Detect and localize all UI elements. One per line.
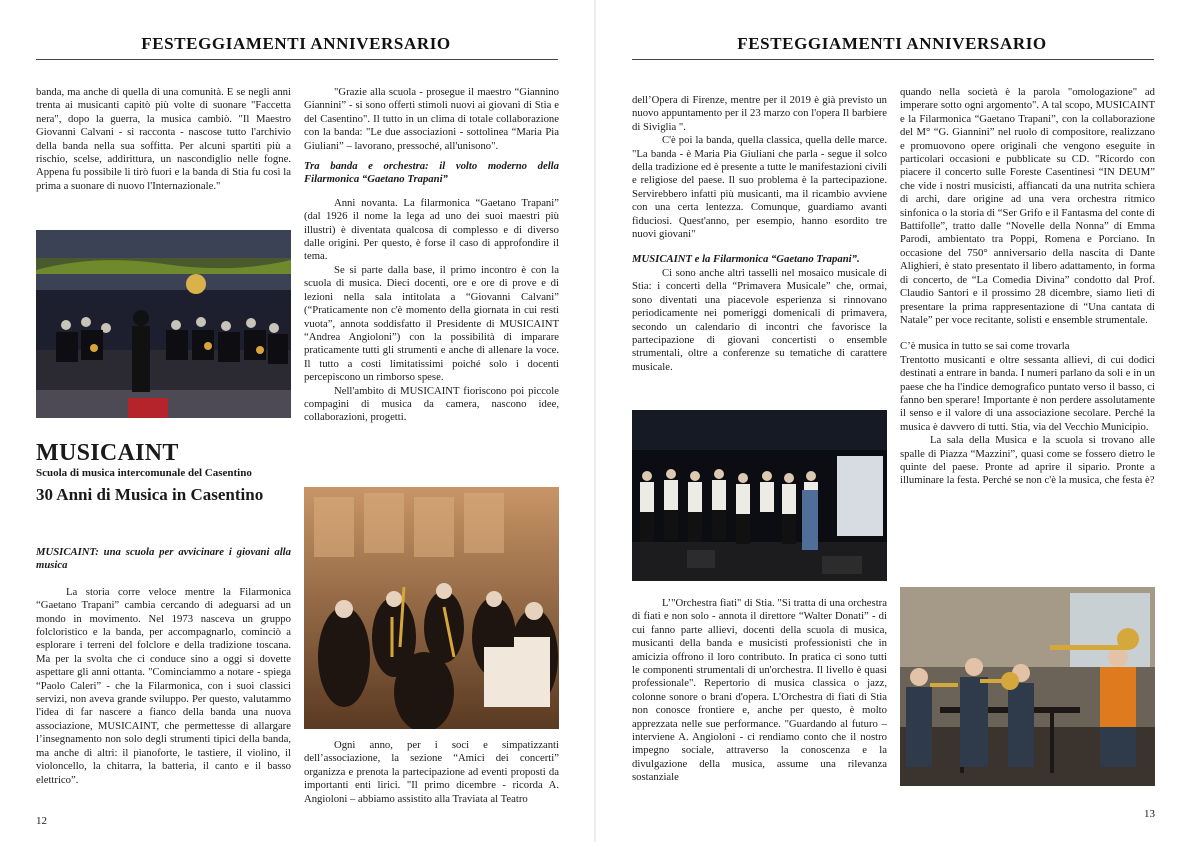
section-subheading: MUSICAINT e la Filarmonica “Gaetano Trapani”. [632,253,860,266]
masthead-title: MUSICAINT [36,440,179,466]
masthead-subtitle: Scuola di musica intercomunale del Casentino [36,467,252,479]
spacer [900,327,1155,340]
right-col1-bottom [632,597,887,785]
paragraph: "Grazie alla scuola - prosegue il maestro “Giannino Giannini” - si sono offerti stimoli nuovi ai giovani di Stia e del Casentino". Il tutto in un clima di totale collaborazione con la banda: "Le due associazioni - sottolinea “Maria Pia Giuliani” – lavorano, pressoché, all'unisono". [304,86,559,152]
orchestra-rehearsal-photo [304,487,559,729]
masthead-tagline: 30 Anni di Musica in Casentino [36,485,264,504]
left-col2-bottom [304,739,559,806]
spacer [304,153,559,160]
paragraph: C'è poi la banda, quella classica, quella delle marce. "La banda - è Maria Pia Giuliani che parla - segue il solco della tradizione ed è presente a tutte le manifestazioni civili e religiose del paese. Il suo problema è la partecipazione. Servirebbero infatti più musicanti, ma il ricambio avviene con una certa lentezza. Comunque, guardiamo avanti fiduciosi. Quest'anno, per esempio, hanno esordito tre nuovi giovani" [632,134,887,241]
header-rule [36,59,558,60]
spacer [304,187,559,197]
paragraph: L’"Orchestra fiati" di Stia. "Si tratta di una orchestra di fiati e non solo - annota il direttore “Walter Donati” - di cui fanno parte allievi, docenti della scuola di musica, musicanti della banda e musicisti professionisti che in amicizia offrono il loro contributo. In pratica ci sono tutti le componenti strumentali di un'orchestra. Il livello è quasi professionale". Repertorio di musica classica o jazz, colonne sonore o brani d'opera. L'Orchestra di fiati di Stia non conosce frontiere e, anche per questo, è molto apprezzata nelle sue performance. "Guardando al futuro – interviene A. Angioloni - ci rendiamo conto che il nostro impegno sociale, attraverso la conoscenza e la divulgazione della musica, assume una rilevanza sostanziale [632,597,887,784]
header-rule [632,59,1154,60]
paragraph: Trentotto musicanti e oltre sessanta allievi, di cui dodici destinati a entrare in banda. I numeri parlano da soli e in un paese che ha l'indice demografico puntato verso il basso, ci fanno ben sperare! Importante è non perdere assolutamente il senso e il valore di una associazione secolare. Perché la musica è davvero di tutti. Stia, via del Vecchio Municipio. [900,353,1155,433]
right-page [596,0,1191,842]
paragraph: Nell'ambito di MUSICAINT fioriscono poi piccole compagini di musica da camera, nascono idee, collaborazioni, progetti. [304,384,559,424]
paragraph: Anni novanta. La filarmonica “Gaetano Trapani” (dal 1926 il nome la lega ad uno dei suoi maestri più illustri) è diventata qualcosa di complesso e di diverso dalle origini. Per questo, è forse il caso di approfondire il tema. [304,196,559,263]
paragraph: Se si parte dalla base, il primo incontro è con la scuola di musica. Dieci docenti, ore e ore di prove e di lezioni nella sala intitolata a “Giovanni Calvani” (“Praticamente non c'è momento della giornata in cui resti vuota”, annota soddisfatto il Presidente di MUSICAINT “Andrea Angioloni”) con la possibilità di imparare praticamente tutti gli strumenti e anche di allenare la voce. Il tutto a costi limitatissimi poiché solo i docenti percepiscono un rimborso spese. [304,263,559,384]
page-number: 12 [36,815,47,827]
section-subheading: Tra banda e orchestra: il volto moderno della Filarmonica “Gaetano Trapani” [304,160,559,186]
paragraph: La sala della Musica e la scuola si trovano alle spalle di Piazza “Mazzini”, quasi come se fossero dietro le quinte del paese. Pronte ad aprire il sipario. Pronte a illuminare la festa. Perché se non c'è la musica, che festa è? [900,434,1155,487]
paragraph: La storia corre veloce mentre la Filarmonica “Gaetano Trapani” cambia cercando di adeguarsi ad un mondo in movimento. Nel 1973 nasceva un gruppo folcloristico e la banda, per accompagnarlo, cominciò a esplorare i terreni del folclore e della tradizione toscana. Ma per la svolta che ci conduce sino a oggi si dovette aspettare gli anni ottanta. "Cominciammo a notare - spiega “Paolo Caleri” - che la Filarmonica, con i suoi classici servizi, non aveva grande sviluppo. Per questo, valutammo l'idea di far nascere a fianco della banda una nuova associazione, MUSICAINT, che permettesse di allargare l’insegnamento non solo degli strumenti tipici della banda, ma anche di altri: il pianoforte, le tastiere, il violino, il violoncello, la chitarra, la batteria, il canto e il basso elettrico”. [36,585,291,786]
page-header-left: FESTEGGIAMENTI ANNIVERSARIO [141,34,451,53]
left-col1-lower [36,546,291,787]
paragraph: banda, ma anche di quella di una comunità. E se negli anni trenta ai musicanti capitò più volte di suonare "Faccetta nera", dopo la guerra, la musica cambiò. "Il Maestro Giovanni Calvani - si racconta - nascose tutto l'archivio della banda nella sua soffitta. Per alcuni spartiti più a rischio, scelse, addirittura, un nascondiglio nelle fogne. Appena fu possibile li tirò fuori e la banda di Stia fu così la prima a suonare di nuovo l'Internazionale." [36,86,291,192]
spacer [36,573,291,586]
page-number: 13 [1144,808,1155,820]
paragraph: Ogni anno, per i soci e simpatizzanti dell’associazione, la sezione “Amici dei concerti” organizza e prenota la partecipazione ad eventi proposti da importanti enti lirici. "Il primo dicembre - ricorda A. Angioloni – abbiamo assistito alla Traviata al Teatro [304,739,559,805]
spacer [632,241,887,253]
brass-students-photo [900,587,1155,786]
right-col1-top [632,94,887,374]
left-col1-top [36,86,291,193]
paragraph: dell’Opera di Firenze, mentre per il 2019 è già previsto un nuovo appuntamento per il 23 marzo con l'opera Il barbiere di Siviglia ". [632,94,887,133]
paragraph: quando nella società è la parola "omologazione" ad imperare sotto ogni argomento". A tal scopo, MUSICAINT e la Filarmonica “Gaetano Trapani”, con la collaborazione del M° “G. Giannini” nel ruolo di compositore, realizzano e promuovono opere originali che vengono eseguite in particolari occasioni e pubblicate su CD. "Ricordo con piacere il concerto sulle Foreste Casentinesi “IN DEUM” che vide i nostri musicisti, affiancati da una nutrita schiera di archi, dare origine ad una vera orchestra ritmico sinfonica o la storia di “Ser Grifo e il Fantasma del conte di Battifolle”, tratto dalle “Novelle della Nonna” di Emma Parodi, ambientato tra Poppi, Romena e Porciano. In occasione del 750° anniversario della nascita di Dante Alighieri, è stato presentato il libero adattamento, in forma di concerto, de “La Comedìa Divina” condotto dal Prof. Claudio Santori e il prossimo 28 dicembre, siamo lieti di presentare la prima rappresentazione di “Una cantata di Natale” per voce recitante, solisti e ensemble strumentale. [900,86,1155,326]
left-page [0,0,595,842]
right-col2 [900,86,1155,488]
section-subheading: MUSICAINT: una scuola per avvicinare i giovani alla musica [36,546,291,572]
stage-concert-photo [632,410,887,581]
band-concert-photo [36,230,291,418]
page-header-right: FESTEGGIAMENTI ANNIVERSARIO [737,34,1047,53]
section-heading: C’è musica in tutto se sai come trovarla [900,340,1070,353]
left-col2 [304,86,559,425]
paragraph: Ci sono anche altri tasselli nel mosaico musicale di Stia: i concerti della “Primavera Musicale” che, ormai, sono diventati una piacevole esperienza si rinnovano periodicamente nei pomeriggi domenicali di primavera, secondo un calendario di incontri che favorisce la partecipazione di giovani concertisti o ensemble strumentali, oltre a conferenze su tematiche di carattere musicale. [632,266,887,373]
